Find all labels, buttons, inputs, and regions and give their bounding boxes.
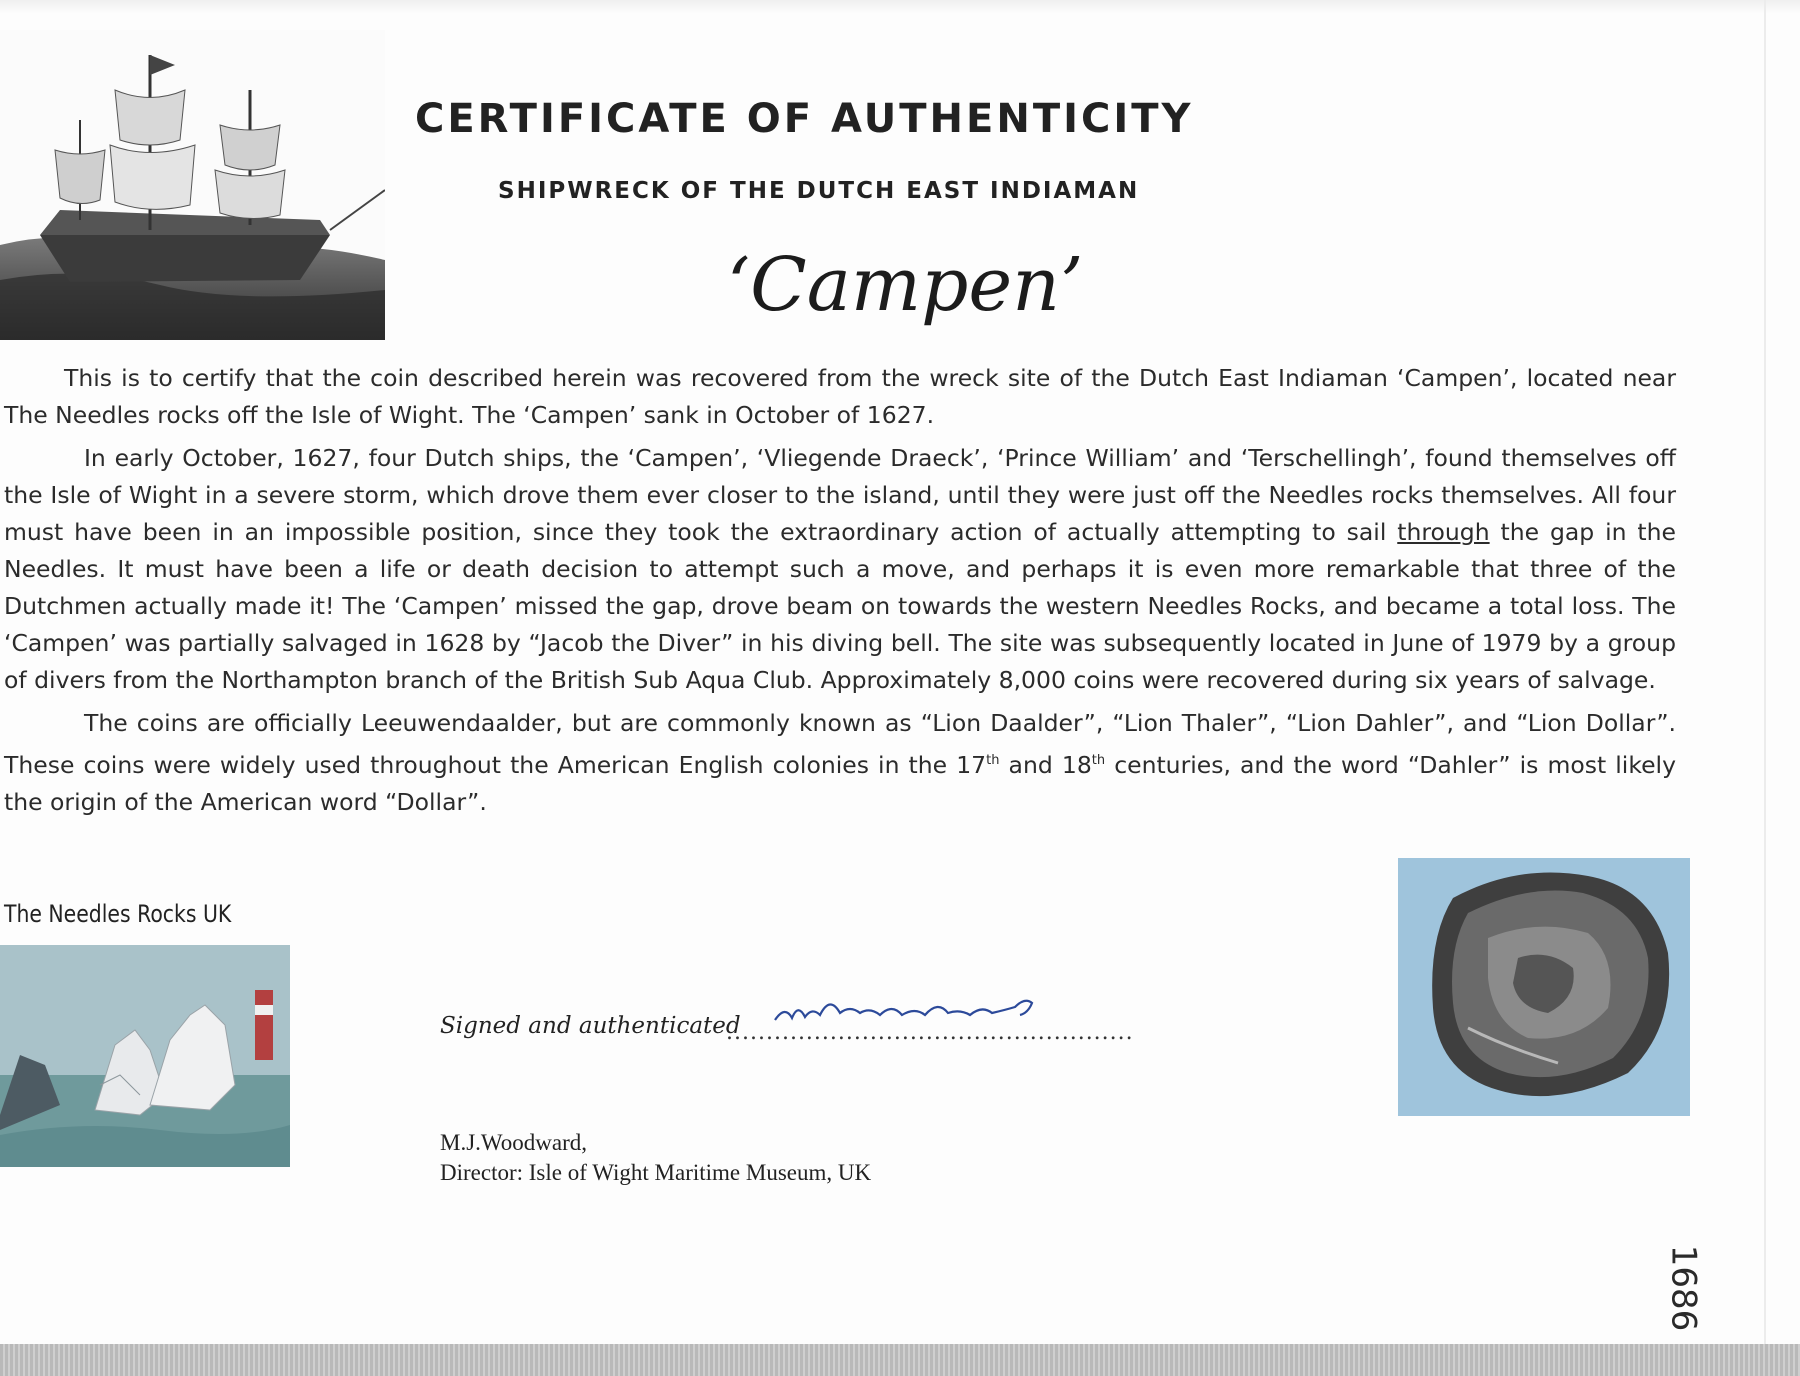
ship-illustration <box>0 30 385 340</box>
underlined-word: through <box>1397 518 1490 546</box>
history-text-b: the gap in the Needles. It must have been a life or death decision to attempt such a move, and perhaps it is even more remarkable that three of the Dutchmen actually made it! The ‘Campen’ missed the gap, drove beam on towards the western Needles Rocks, and became a total loss. The ‘Campen’ was partially salvaged in 1628 by “Jacob the Diver” in his diving bell. The site was subsequently located in June of 1979 by a group of divers from the Northampton branch of the British Sub Aqua Club. Approximately 8,000 coins were recovered during six years of salvage. <box>4 518 1676 694</box>
paragraph-certification: This is to certify that the coin described herein was recovered from the wreck site of the Dutch East Indiaman ‘Campen’, located near The Needles rocks off the Isle of Wight. The ‘Campen’ sank in October of 1627. <box>4 364 1676 429</box>
coin-photo <box>1398 858 1690 1116</box>
handwritten-signature <box>770 985 1060 1035</box>
signature-dotted-line: ................................................... <box>726 1020 1134 1045</box>
scan-top-edge <box>0 0 1800 14</box>
ordinal-suffix-1: th <box>986 753 1000 768</box>
certificate-title: CERTIFICATE OF AUTHENTICITY <box>415 96 1194 142</box>
certificate-subtitle: SHIPWRECK OF THE DUTCH EAST INDIAMAN <box>498 178 1140 204</box>
signer-name: M.J.Woodward, <box>440 1130 587 1155</box>
signed-label: Signed and authenticated <box>440 1013 741 1039</box>
ship-name-heading: ‘Campen’ <box>726 242 1084 328</box>
ordinal-suffix-2: th <box>1091 753 1106 768</box>
scan-bottom-edge <box>0 1344 1800 1376</box>
paragraph-history <box>4 440 1676 699</box>
certificate-body <box>4 360 1676 827</box>
history-text-a: In early October, 1627, four Dutch ships, the ‘Campen’, ‘Vliegende Draeck’, ‘Prince William’ and ‘Terschellingh’, found themselves off the Isle of Wight in a severe storm, which drove them ever closer to the island, until they were just off the Needles rocks themselves. All four must have been in an impossible position, since they took the extraordinary action of actually attempting to sail <box>4 444 1676 546</box>
needles-caption: The Needles Rocks UK <box>4 900 232 928</box>
signer-title: Director: Isle of Wight Maritime Museum, UK <box>440 1160 872 1185</box>
paragraph-coin-origin <box>4 705 1676 821</box>
coin-text-a: The coins are officially Leeuwendaalder, but are commonly known as “Lion Daalder”, “Lion Thaler”, “Lion Dahler”, and “Lion Dollar”. These coins were widely used throughout the American English colonies in the 17 <box>4 709 1676 779</box>
coin-text-c: centuries, and the word “Dahler” is most likely the origin of the American word “Dollar”. <box>4 750 1676 816</box>
handwritten-number: 1686 <box>1663 1244 1704 1332</box>
scan-right-edge <box>1764 0 1766 1376</box>
needles-rocks-photo <box>0 945 290 1167</box>
coin-text-b: and 18 <box>999 750 1092 779</box>
